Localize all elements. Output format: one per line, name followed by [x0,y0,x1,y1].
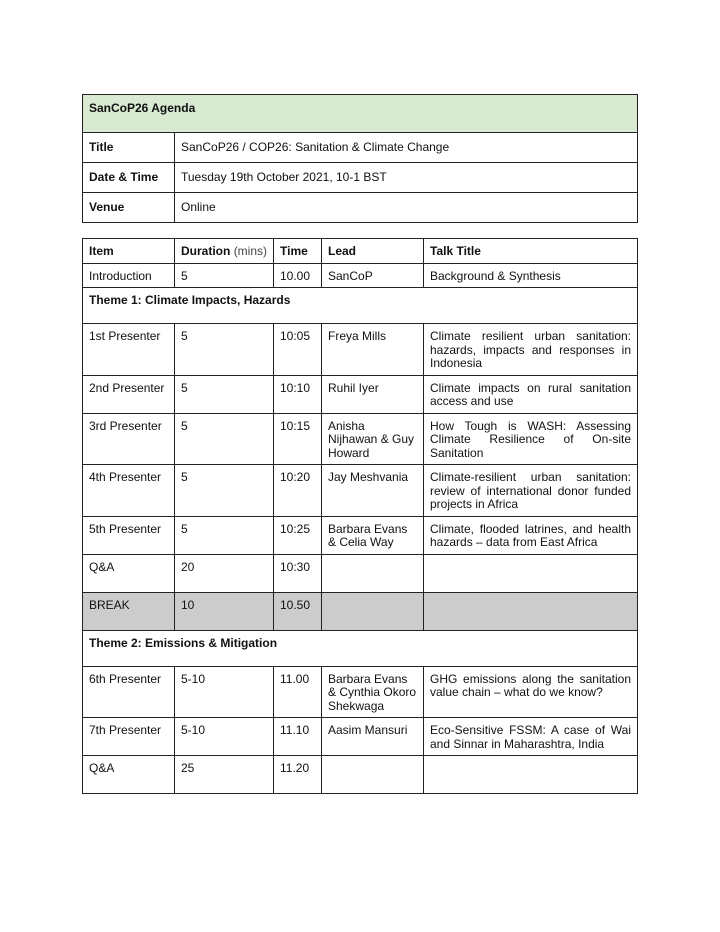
table-row [83,263,638,288]
title-label: Title [83,133,175,163]
date-time-row [83,163,638,193]
table-row [83,554,638,592]
lead-cell: Aasim Mansuri [322,718,424,756]
talk-title-cell: Eco-Sensitive FSSM: A case of Wai and Sinnar in Maharashtra, India [424,718,638,756]
item-cell: BREAK [83,592,175,630]
title-value: SanCoP26 / COP26: Sanitation & Climate Change [175,133,638,163]
item-cell: 7th Presenter [83,718,175,756]
time-cell: 10.00 [274,263,322,288]
theme-heading: Theme 2: Emissions & Mitigation [83,630,638,666]
lead-cell: Barbara Evans & Celia Way [322,516,424,554]
time-cell: 10:30 [274,554,322,592]
header-item: Item [83,239,175,264]
item-cell: 1st Presenter [83,324,175,376]
header-duration-unit: (mins) [233,244,268,258]
time-cell: 10:20 [274,465,322,517]
time-cell: 11.10 [274,718,322,756]
talk-title-cell [424,554,638,592]
venue-row [83,193,638,223]
time-cell: 11.20 [274,756,322,794]
duration-cell: 5-10 [175,666,274,718]
table-row [83,516,638,554]
time-cell: 11.00 [274,666,322,718]
lead-cell: Freya Mills [322,324,424,376]
venue-label: Venue [83,193,175,223]
header-talk-title: Talk Title [424,239,638,264]
duration-cell: 5 [175,324,274,376]
table-row [83,718,638,756]
duration-cell: 5 [175,375,274,413]
agenda-table [82,238,638,794]
duration-cell: 5 [175,465,274,517]
item-cell: 2nd Presenter [83,375,175,413]
lead-cell: Barbara Evans & Cynthia Okoro Shekwaga [322,666,424,718]
agenda-header-row [83,239,638,264]
lead-cell: Anisha Nijhawan & Guy Howard [322,413,424,465]
date-time-label: Date & Time [83,163,175,193]
duration-cell: 5 [175,516,274,554]
talk-title-cell: Climate-resilient urban sanitation: review of international donor funded projects in Africa [424,465,638,517]
title-row [83,133,638,163]
theme-row [83,288,638,324]
lead-cell: Ruhil Iyer [322,375,424,413]
item-cell: Introduction [83,263,175,288]
item-cell: Q&A [83,554,175,592]
agenda-heading: SanCoP26 Agenda [83,95,638,133]
duration-cell: 10 [175,592,274,630]
table-row [83,375,638,413]
time-cell: 10:05 [274,324,322,376]
table-row [83,666,638,718]
break-row [83,592,638,630]
table-row [83,324,638,376]
item-cell: 3rd Presenter [83,413,175,465]
event-info-table [82,94,638,223]
lead-cell [322,756,424,794]
duration-cell: 20 [175,554,274,592]
header-duration [175,239,274,264]
header-lead: Lead [322,239,424,264]
time-cell: 10:15 [274,413,322,465]
item-cell: Q&A [83,756,175,794]
item-cell: 4th Presenter [83,465,175,517]
duration-cell: 25 [175,756,274,794]
item-cell: 6th Presenter [83,666,175,718]
theme-row [83,630,638,666]
talk-title-cell [424,756,638,794]
duration-cell: 5 [175,263,274,288]
duration-cell: 5 [175,413,274,465]
header-time: Time [274,239,322,264]
lead-cell [322,554,424,592]
talk-title-cell [424,592,638,630]
talk-title-cell: Climate impacts on rural sanitation access and use [424,375,638,413]
time-cell: 10:25 [274,516,322,554]
duration-cell: 5-10 [175,718,274,756]
talk-title-cell: Climate resilient urban sanitation: hazards, impacts and responses in Indonesia [424,324,638,376]
date-time-value: Tuesday 19th October 2021, 10-1 BST [175,163,638,193]
talk-title-cell: How Tough is WASH: Assessing Climate Resilience of On-site Sanitation [424,413,638,465]
venue-value: Online [175,193,638,223]
lead-cell: Jay Meshvania [322,465,424,517]
time-cell: 10.50 [274,592,322,630]
theme-heading: Theme 1: Climate Impacts, Hazards [83,288,638,324]
talk-title-cell: Background & Synthesis [424,263,638,288]
lead-cell: SanCoP [322,263,424,288]
talk-title-cell: GHG emissions along the sanitation value chain – what do we know? [424,666,638,718]
talk-title-cell: Climate, flooded latrines, and health hazards – data from East Africa [424,516,638,554]
time-cell: 10:10 [274,375,322,413]
item-cell: 5th Presenter [83,516,175,554]
header-duration-label: Duration [181,244,231,258]
table-row [83,756,638,794]
table-row [83,465,638,517]
table-row [83,413,638,465]
lead-cell [322,592,424,630]
